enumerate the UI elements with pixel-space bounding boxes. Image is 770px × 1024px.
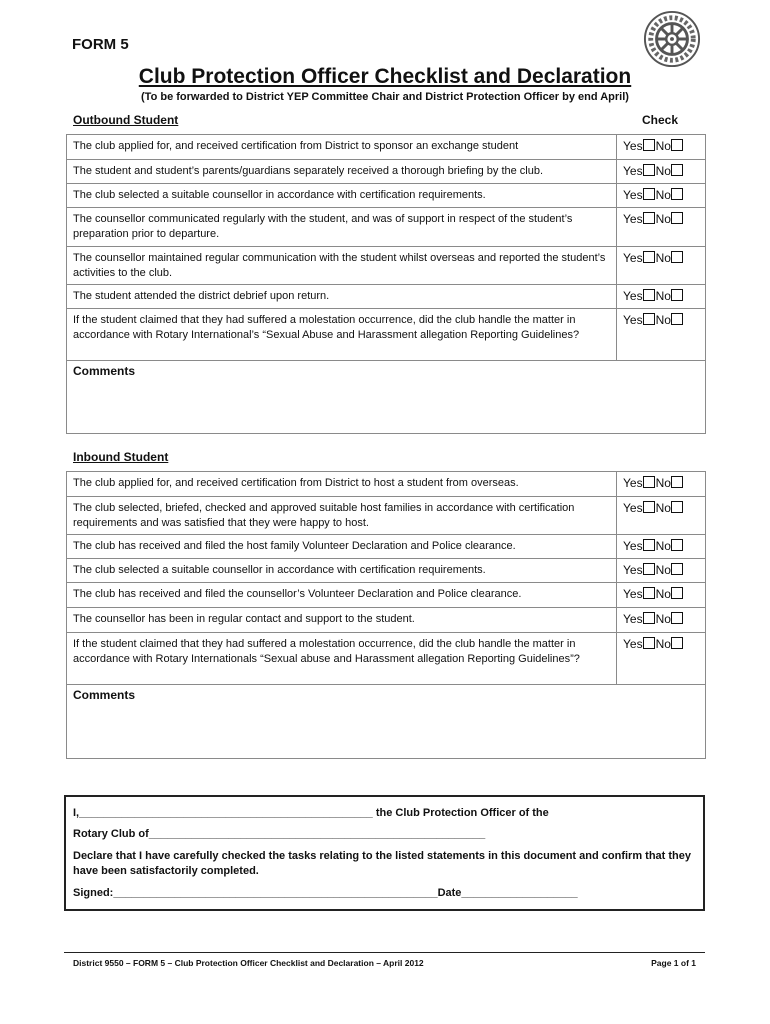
page-title: Club Protection Officer Checklist and Declaration — [138, 65, 632, 88]
no-label: No — [655, 612, 671, 626]
yes-checkbox[interactable] — [643, 164, 655, 176]
checklist-statement: The counsellor maintained regular communication with the student whilst overseas and reported the student’s activities to the club. — [67, 247, 617, 285]
table-row — [67, 160, 706, 184]
yes-checkbox[interactable] — [643, 476, 655, 488]
yes-label: Yes — [623, 164, 643, 178]
yes-checkbox[interactable] — [643, 587, 655, 599]
yes-label: Yes — [623, 313, 643, 327]
form-number: FORM 5 — [72, 36, 129, 53]
yes-label: Yes — [623, 476, 643, 490]
checklist-statement: The club applied for, and received certification from District to host a student from overseas. — [67, 472, 617, 497]
check-column-header: Check — [642, 113, 679, 127]
yes-no-answer — [617, 535, 706, 559]
table-row — [67, 208, 706, 247]
outbound-heading: Outbound Student — [73, 113, 179, 127]
yes-no-answer — [617, 160, 706, 184]
no-checkbox[interactable] — [671, 212, 683, 224]
yes-no-answer — [617, 247, 706, 285]
yes-no-answer — [617, 184, 706, 208]
footer-page-number: Page 1 of 1 — [651, 958, 696, 968]
checklist-statement: The student and student’s parents/guardians separately received a thorough briefing by the club. — [67, 160, 617, 184]
no-label: No — [655, 164, 671, 178]
no-checkbox[interactable] — [671, 164, 683, 176]
checklist-statement: The counsellor has been in regular contact and support to the student. — [67, 608, 617, 633]
page-subtitle: (To be forwarded to District YEP Committee Chair and District Protection Officer by end April) — [141, 91, 629, 103]
table-row — [67, 608, 706, 633]
no-checkbox[interactable] — [671, 289, 683, 301]
yes-label: Yes — [623, 188, 643, 202]
yes-checkbox[interactable] — [643, 188, 655, 200]
table-row — [67, 309, 706, 361]
no-checkbox[interactable] — [671, 612, 683, 624]
checklist-statement: The club applied for, and received certification from District to sponsor an exchange student — [67, 135, 617, 160]
no-label: No — [655, 501, 671, 515]
yes-no-answer — [617, 497, 706, 535]
checklist-statement: The club selected a suitable counsellor in accordance with certification requirements. — [67, 559, 617, 583]
no-checkbox[interactable] — [671, 313, 683, 325]
no-checkbox[interactable] — [671, 251, 683, 263]
checklist-statement: If the student claimed that they had suffered a molestation occurrence, did the club handle the matter in accordance with Rotary International’s “Sexual Abuse and Harassment allegation Reporting Guidelines? — [67, 309, 617, 361]
no-checkbox[interactable] — [671, 501, 683, 513]
no-label: No — [655, 476, 671, 490]
yes-no-answer — [617, 309, 706, 361]
yes-label: Yes — [623, 139, 643, 153]
yes-checkbox[interactable] — [643, 637, 655, 649]
yes-label: Yes — [623, 612, 643, 626]
table-row — [67, 247, 706, 285]
yes-no-answer — [617, 135, 706, 160]
no-checkbox[interactable] — [671, 476, 683, 488]
comments-label: Comments — [73, 688, 136, 702]
no-checkbox[interactable] — [671, 188, 683, 200]
footer-document-info: District 9550 – FORM 5 – Club Protection Officer Checklist and Declaration – April 2012 — [73, 958, 424, 968]
declaration-name-line[interactable]: I,________________________________________________ the Club Protection Officer of the — [73, 807, 549, 819]
yes-label: Yes — [623, 637, 643, 651]
checklist-statement: If the student claimed that they had suffered a molestation occurrence, did the club handle the matter in accordance with Rotary Internationals “Sexual abuse and Harassment allegation Reporting Guidelines”? — [67, 633, 617, 685]
no-checkbox[interactable] — [671, 637, 683, 649]
no-label: No — [655, 313, 671, 327]
yes-label: Yes — [623, 501, 643, 515]
rotary-wheel-logo — [643, 10, 701, 68]
yes-no-answer — [617, 559, 706, 583]
yes-no-answer — [617, 208, 706, 247]
declaration-statement: Declare that I have carefully checked the tasks relating to the listed statements in this document and confirm that they have been satisfactorily completed. — [73, 850, 691, 877]
yes-checkbox[interactable] — [643, 139, 655, 151]
declaration-club-line[interactable]: Rotary Club of_______________________________________________________ — [73, 828, 486, 840]
no-label: No — [655, 289, 671, 303]
yes-checkbox[interactable] — [643, 612, 655, 624]
table-row — [67, 559, 706, 583]
checklist-statement: The club has received and filed the counsellor’s Volunteer Declaration and Police clearance. — [67, 583, 617, 608]
no-label: No — [655, 637, 671, 651]
inbound-comments-box[interactable] — [67, 685, 706, 759]
yes-checkbox[interactable] — [643, 313, 655, 325]
no-checkbox[interactable] — [671, 587, 683, 599]
table-row — [67, 472, 706, 497]
outbound-comments-box[interactable] — [67, 361, 706, 434]
checklist-statement: The club selected, briefed, checked and approved suitable host families in accordance with certification requirements and was satisfied that they were happy to host. — [67, 497, 617, 535]
footer-divider — [64, 952, 705, 953]
outbound-checklist — [66, 134, 706, 434]
table-row — [67, 184, 706, 208]
yes-checkbox[interactable] — [643, 289, 655, 301]
table-row — [67, 135, 706, 160]
checklist-statement: The club selected a suitable counsellor in accordance with certification requirements. — [67, 184, 617, 208]
yes-no-answer — [617, 285, 706, 309]
no-label: No — [655, 587, 671, 601]
no-label: No — [655, 139, 671, 153]
yes-checkbox[interactable] — [643, 501, 655, 513]
no-label: No — [655, 251, 671, 265]
declaration-signature-line[interactable]: Signed:_____________________________________________________Date___________________ — [73, 887, 578, 899]
yes-label: Yes — [623, 587, 643, 601]
inbound-heading: Inbound Student — [73, 450, 169, 464]
table-row — [67, 285, 706, 309]
checklist-statement: The counsellor communicated regularly with the student, and was of support in respect of the student’s preparation prior to departure. — [67, 208, 617, 247]
table-row — [67, 633, 706, 685]
table-row — [67, 535, 706, 559]
checklist-statement: The club has received and filed the host family Volunteer Declaration and Police clearance. — [67, 535, 617, 559]
yes-no-answer — [617, 608, 706, 633]
yes-checkbox[interactable] — [643, 251, 655, 263]
yes-label: Yes — [623, 563, 643, 577]
inbound-checklist — [66, 471, 706, 759]
comments-row — [67, 685, 706, 759]
yes-label: Yes — [623, 251, 643, 265]
yes-checkbox[interactable] — [643, 563, 655, 575]
yes-no-answer — [617, 472, 706, 497]
checklist-statement: The student attended the district debrief upon return. — [67, 285, 617, 309]
yes-no-answer — [617, 583, 706, 608]
yes-checkbox[interactable] — [643, 212, 655, 224]
no-checkbox[interactable] — [671, 139, 683, 151]
comments-label: Comments — [73, 364, 136, 378]
declaration-box — [64, 795, 705, 911]
no-checkbox[interactable] — [671, 539, 683, 551]
no-label: No — [655, 212, 671, 226]
table-row — [67, 497, 706, 535]
yes-label: Yes — [623, 212, 643, 226]
no-label: No — [655, 539, 671, 553]
no-checkbox[interactable] — [671, 563, 683, 575]
yes-no-answer — [617, 633, 706, 685]
comments-row — [67, 361, 706, 434]
yes-label: Yes — [623, 289, 643, 303]
yes-label: Yes — [623, 539, 643, 553]
yes-checkbox[interactable] — [643, 539, 655, 551]
table-row — [67, 583, 706, 608]
no-label: No — [655, 188, 671, 202]
no-label: No — [655, 563, 671, 577]
